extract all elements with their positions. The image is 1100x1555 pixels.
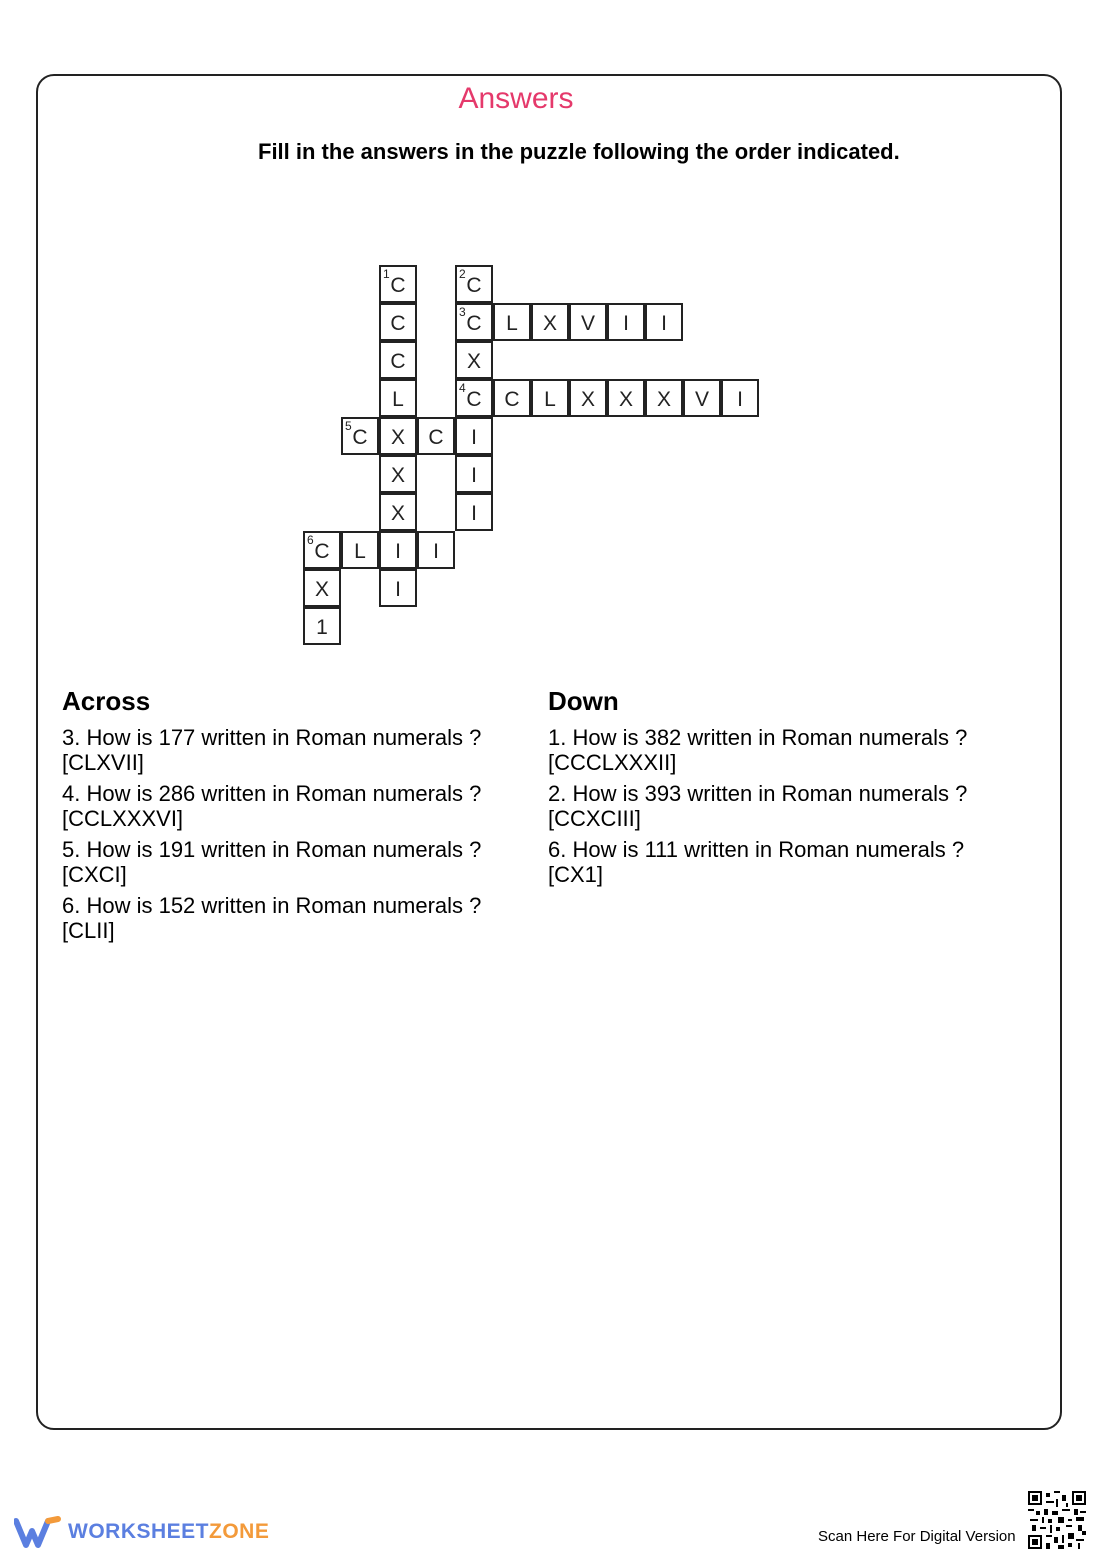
worksheetzone-logo-icon: [14, 1515, 64, 1549]
scan-caption: Scan Here For Digital Version: [818, 1528, 1016, 1545]
cell-letter: X: [314, 578, 329, 601]
crossword-cell: [341, 531, 379, 569]
cell-letter: I: [395, 540, 401, 563]
crossword-cell: [455, 303, 493, 341]
across-clues: [62, 686, 522, 949]
crossword-cell: [531, 303, 569, 341]
crossword-cell: [379, 341, 417, 379]
cell-letter: I: [661, 312, 667, 335]
cell-letter: X: [390, 426, 405, 449]
crossword-cell: [417, 417, 455, 455]
crossword-cell: [569, 379, 607, 417]
cell-letter: L: [392, 388, 404, 411]
clue-number: 1: [383, 267, 390, 281]
crossword-cell: [455, 265, 493, 303]
cell-letter: C: [390, 274, 406, 297]
crossword-cell: [531, 379, 569, 417]
cell-letter: I: [471, 502, 477, 525]
down-heading: Down: [548, 686, 619, 716]
crossword-cell: [607, 379, 645, 417]
crossword-cell: [303, 607, 341, 645]
across-clue: 4. How is 286 written in Roman numerals ? [CCLXXXVI]: [62, 781, 482, 831]
cell-letter: X: [618, 388, 633, 411]
cell-letter: C: [504, 388, 520, 411]
cell-letter: I: [433, 540, 439, 563]
crossword-cell: [645, 379, 683, 417]
cell-letter: X: [542, 312, 557, 335]
clue-number: 3: [459, 305, 466, 319]
brand-name[interactable]: [68, 1520, 269, 1544]
crossword-cell: [303, 569, 341, 607]
cell-letter: C: [314, 540, 330, 563]
cell-letter: X: [390, 502, 405, 525]
brand-part-zone: ZONE: [209, 1520, 270, 1543]
across-heading: Across: [62, 686, 151, 716]
down-clues: [548, 686, 1008, 893]
crossword-cell: [569, 303, 607, 341]
cell-letter: I: [471, 426, 477, 449]
cell-letter: X: [390, 464, 405, 487]
across-clue: 5. How is 191 written in Roman numerals ? [CXCI]: [62, 837, 482, 887]
clue-number: 2: [459, 267, 466, 281]
crossword-cell: [341, 417, 379, 455]
across-clue: 6. How is 152 written in Roman numerals ? [CLII]: [62, 893, 482, 943]
crossword-cell: [683, 379, 721, 417]
cell-letter: L: [544, 388, 556, 411]
crossword-cell: [455, 493, 493, 531]
across-clue: 3. How is 177 written in Roman numerals ? [CLXVII]: [62, 725, 482, 775]
crossword-cell: [455, 341, 493, 379]
page-title: Answers: [458, 82, 574, 115]
crossword-cell: [455, 455, 493, 493]
qr-code-icon[interactable]: [1028, 1491, 1086, 1549]
brand-part-worksheet: WORKSHEET: [68, 1520, 209, 1543]
cell-letter: C: [466, 388, 482, 411]
crossword-cell: [721, 379, 759, 417]
clue-number: 5: [345, 419, 352, 433]
crossword-grid: [0, 0, 1100, 700]
cell-letter: I: [395, 578, 401, 601]
cell-letter: 1: [316, 616, 328, 639]
crossword-cell: [379, 417, 417, 455]
clue-number: 4: [459, 381, 466, 395]
cell-letter: C: [390, 312, 406, 335]
down-clue: 6. How is 111 written in Roman numerals ? [CX1]: [548, 837, 965, 887]
cell-letter: X: [656, 388, 671, 411]
down-clue: 1. How is 382 written in Roman numerals ? [CCCLXXXII]: [548, 725, 968, 775]
crossword-cell: [607, 303, 645, 341]
crossword-cell: [379, 265, 417, 303]
crossword-cell: [379, 455, 417, 493]
cell-letter: X: [580, 388, 595, 411]
cell-letter: I: [737, 388, 743, 411]
crossword-cell: [379, 493, 417, 531]
cell-letter: X: [466, 350, 481, 373]
cell-letter: C: [428, 426, 444, 449]
down-clue: 2. How is 393 written in Roman numerals ? [CCXCIII]: [548, 781, 968, 831]
cell-letter: V: [580, 312, 595, 335]
crossword-cell: [379, 531, 417, 569]
crossword-cell: [303, 531, 341, 569]
crossword-cell: [493, 379, 531, 417]
cell-letter: C: [466, 274, 482, 297]
cell-letter: I: [471, 464, 477, 487]
cell-letter: C: [466, 312, 482, 335]
cell-letter: I: [623, 312, 629, 335]
cell-letter: L: [506, 312, 518, 335]
instructions: Fill in the answers in the puzzle following the order indicated.: [258, 139, 900, 164]
crossword-cell: [379, 303, 417, 341]
crossword-cell: [493, 303, 531, 341]
crossword-cell: [379, 379, 417, 417]
crossword-cell: [379, 569, 417, 607]
cell-letter: L: [354, 540, 366, 563]
crossword-cell: [455, 379, 493, 417]
cell-letter: C: [390, 350, 406, 373]
crossword-cell: [455, 417, 493, 455]
clue-number: 6: [307, 533, 314, 547]
cell-letter: C: [352, 426, 368, 449]
cell-letter: V: [694, 388, 709, 411]
crossword-cell: [645, 303, 683, 341]
crossword-cell: [417, 531, 455, 569]
